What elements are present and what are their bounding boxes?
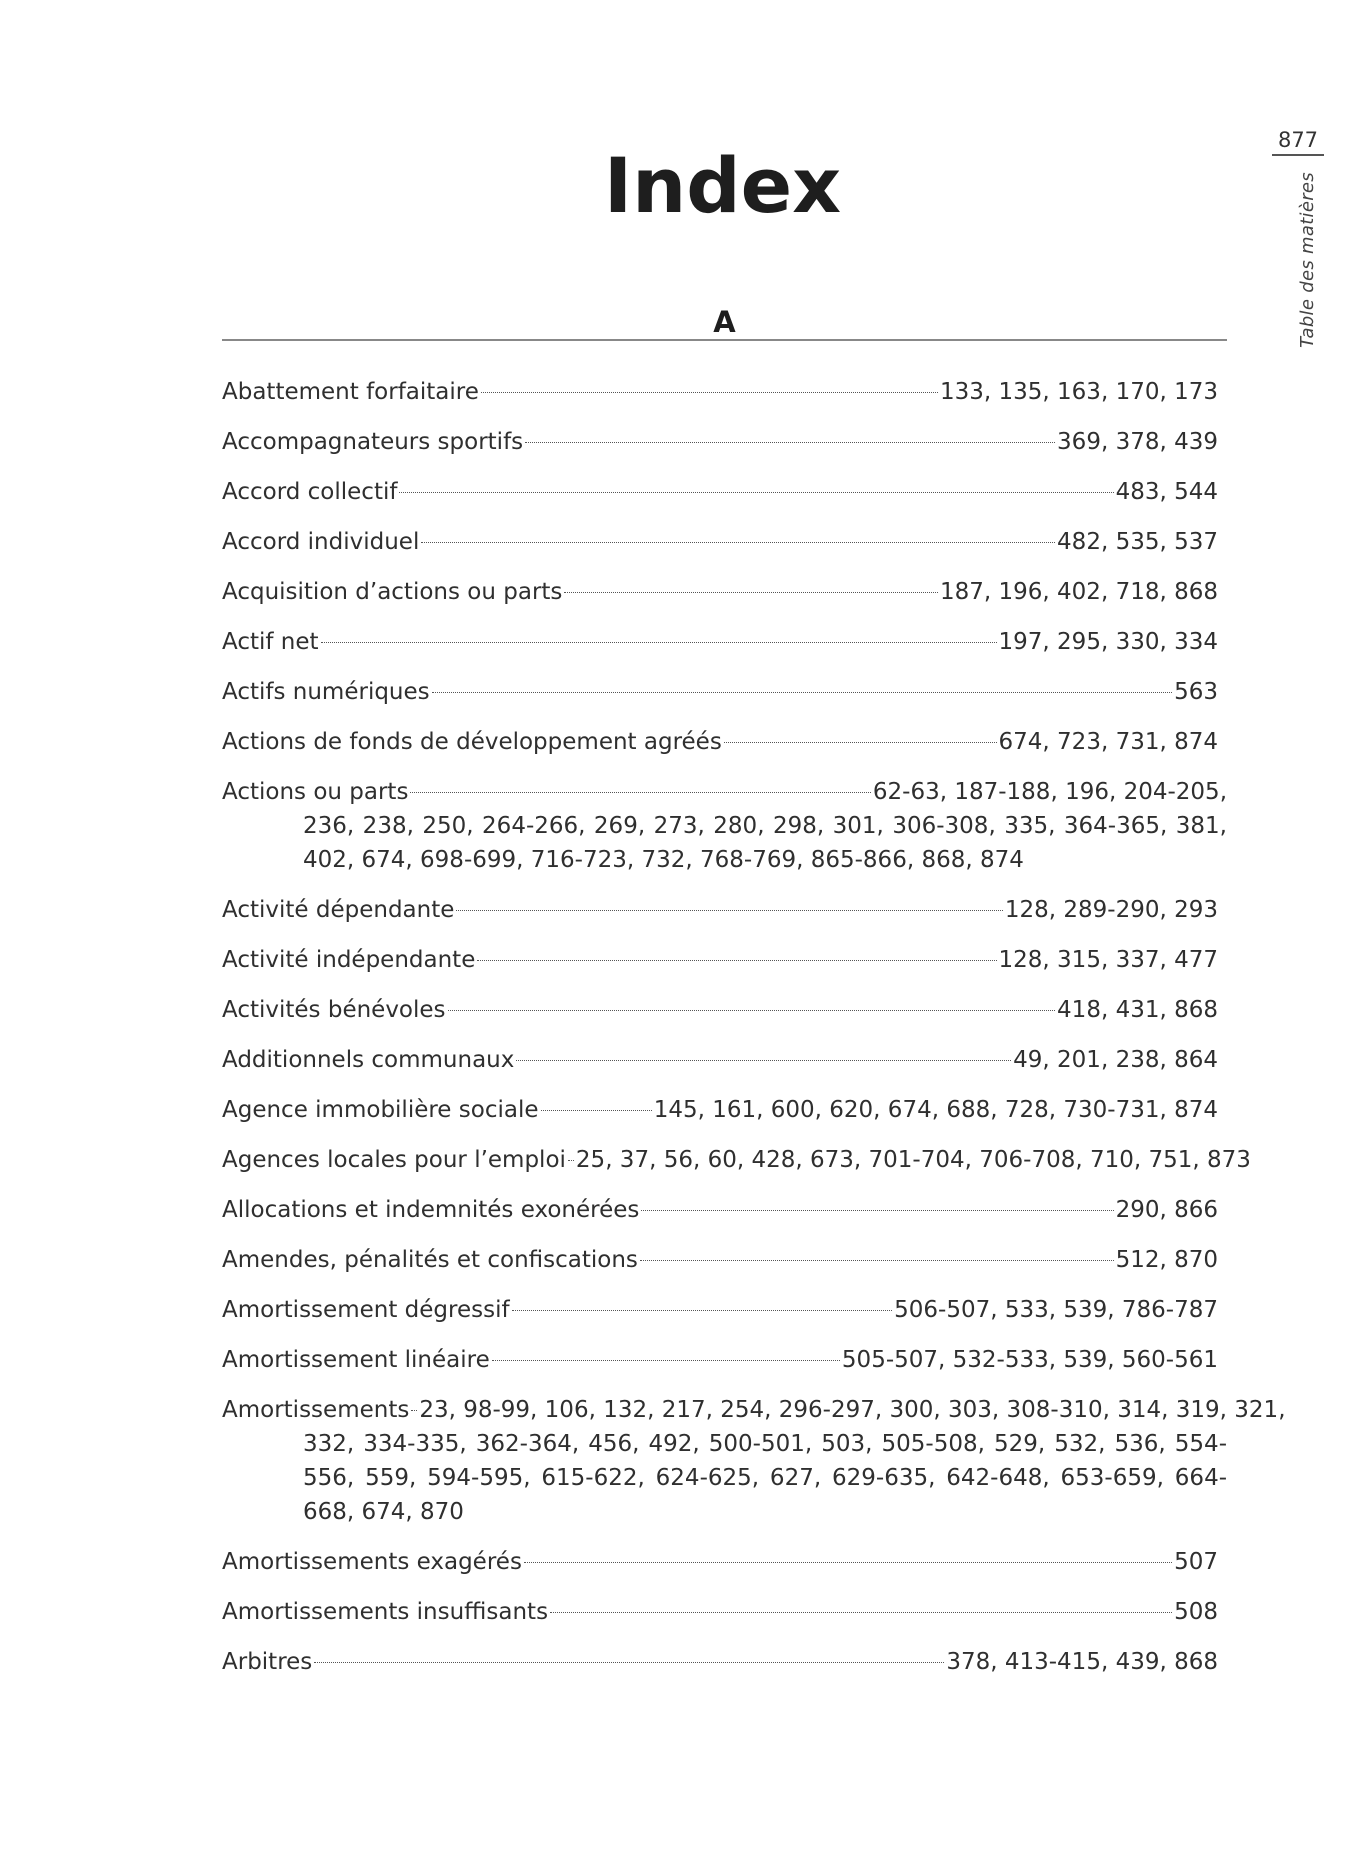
- index-entry: [222, 375, 1227, 409]
- entry-term: Abattement forfaitaire: [222, 379, 479, 405]
- entry-term: Acquisition d’actions ou parts: [222, 579, 563, 605]
- entry-pages: 290, 866: [1115, 1197, 1218, 1223]
- entry-pages: 506-507, 533, 539, 786-787: [894, 1297, 1218, 1323]
- entry-term: Additionnels communaux: [222, 1047, 515, 1073]
- dot-leader: [399, 492, 1113, 493]
- dot-leader: [640, 1260, 1114, 1261]
- index-entry: [222, 1143, 1251, 1177]
- index-entry: [222, 1043, 1227, 1077]
- entry-term: Agences locales pour l’emploi: [222, 1147, 566, 1173]
- entry-term: Arbitres: [222, 1649, 313, 1675]
- index-entry: [222, 1243, 1227, 1277]
- entry-pages: 62-63, 187-188, 196, 204-205,: [872, 779, 1227, 805]
- page-number: 877: [1272, 128, 1324, 156]
- index-entry: [222, 1293, 1227, 1327]
- index-entry: [222, 575, 1227, 609]
- dot-leader: [641, 1210, 1113, 1211]
- index-entry: [222, 993, 1227, 1027]
- entry-term: Amortissements insuffisants: [222, 1599, 549, 1625]
- entry-pages: 563: [1174, 679, 1218, 705]
- entry-pages: 25, 37, 56, 60, 428, 673, 701-704, 706-708, 710, 751, 873: [575, 1147, 1251, 1173]
- entry-term: Activité dépendante: [222, 897, 455, 923]
- index-entry: [222, 943, 1227, 977]
- entry-term: Agence immobilière sociale: [222, 1097, 539, 1123]
- entry-term: Actif net: [222, 629, 319, 655]
- entry-pages: 369, 378, 439: [1057, 429, 1218, 455]
- entry-pages: 49, 201, 238, 864: [1013, 1047, 1218, 1073]
- dot-leader: [564, 592, 938, 593]
- index-entry: [222, 475, 1227, 509]
- entry-pages: 378, 413-415, 439, 868: [946, 1649, 1218, 1675]
- entry-pages: 128, 315, 337, 477: [998, 947, 1218, 973]
- dot-leader: [410, 792, 870, 793]
- index-entry: [222, 1645, 1227, 1679]
- entry-term: Activité indépendante: [222, 947, 476, 973]
- entry-term: Accord collectif: [222, 479, 398, 505]
- dot-leader: [448, 1010, 1056, 1011]
- entry-term: Amendes, pénalités et confiscations: [222, 1247, 638, 1273]
- dot-leader: [481, 392, 938, 393]
- index-entry: [222, 1545, 1227, 1579]
- index-entry: [222, 625, 1227, 659]
- entry-term: Allocations et indemnités exonérées: [222, 1197, 640, 1223]
- index-entry: [222, 1393, 1286, 1529]
- section-divider: [222, 339, 1227, 341]
- dot-leader: [512, 1310, 893, 1311]
- dot-leader: [492, 1360, 840, 1361]
- entry-pages: 133, 135, 163, 170, 173: [940, 379, 1218, 405]
- index-entry: [222, 775, 1227, 877]
- entry-pages: 187, 196, 402, 718, 868: [940, 579, 1218, 605]
- entry-term: Actions ou parts: [222, 779, 409, 805]
- entry-pages: 508: [1174, 1599, 1218, 1625]
- entry-pages: 23, 98-99, 106, 132, 217, 254, 296-297, 300, 303, 308-310, 314, 319, 321,: [419, 1397, 1286, 1423]
- entry-pages: 507: [1174, 1549, 1218, 1575]
- entry-pages: 505-507, 532-533, 539, 560-561: [841, 1347, 1218, 1373]
- section-letter: A: [713, 305, 736, 339]
- dot-leader: [550, 1612, 1172, 1613]
- entry-pages: 197, 295, 330, 334: [998, 629, 1218, 655]
- index-entry: [222, 675, 1227, 709]
- entry-term: Amortissements: [222, 1397, 410, 1423]
- entry-pages: 128, 289-290, 293: [1004, 897, 1218, 923]
- entry-pages: 674, 723, 731, 874: [998, 729, 1218, 755]
- index-entry: [222, 1193, 1227, 1227]
- dot-leader: [477, 960, 996, 961]
- dot-leader: [525, 442, 1055, 443]
- entry-pages: 483, 544: [1115, 479, 1218, 505]
- entry-pages: 145, 161, 600, 620, 674, 688, 728, 730-731, 874: [653, 1097, 1218, 1123]
- dot-leader: [524, 1562, 1172, 1563]
- dot-leader: [516, 1060, 1011, 1061]
- side-label: Table des matières: [1297, 172, 1318, 348]
- entry-pages: 418, 431, 868: [1057, 997, 1218, 1023]
- index-entry: [222, 1595, 1227, 1629]
- index-entry: [222, 1343, 1227, 1377]
- dot-leader: [314, 1662, 944, 1663]
- dot-leader: [541, 1110, 652, 1111]
- entry-term: Accompagnateurs sportifs: [222, 429, 524, 455]
- entry-term: Amortissement linéaire: [222, 1347, 490, 1373]
- index-entry: [222, 525, 1227, 559]
- entry-pages: 512, 870: [1115, 1247, 1218, 1273]
- dot-leader: [724, 742, 997, 743]
- entry-term: Actifs numériques: [222, 679, 430, 705]
- entry-pages: 482, 535, 537: [1057, 529, 1218, 555]
- dot-leader: [321, 642, 997, 643]
- entry-term: Accord individuel: [222, 529, 420, 555]
- dot-leader: [568, 1160, 574, 1161]
- dot-leader: [411, 1410, 417, 1411]
- index-entry: [222, 1093, 1227, 1127]
- entry-term: Amortissements exagérés: [222, 1549, 522, 1575]
- dot-leader: [456, 910, 1002, 911]
- dot-leader: [421, 542, 1055, 543]
- dot-leader: [432, 692, 1172, 693]
- index-entry: [222, 893, 1227, 927]
- entry-pages-continuation: 236, 238, 250, 264-266, 269, 273, 280, 298, 301, 306-308, 335, 364-365, 381, 402, 674, 698-699, 716-723, 732, 768-769, 865-866, 868, 874: [303, 813, 1227, 873]
- entry-pages-continuation: 332, 334-335, 362-364, 456, 492, 500-501, 503, 505-508, 529, 532, 536, 554-556, 559, 594-595, 615-622, 624-625, 627, 629-635, 642-648, 653-659, 664-668, 674, 870: [303, 1431, 1227, 1525]
- entry-term: Amortissement dégressif: [222, 1297, 510, 1323]
- index-entry: [222, 425, 1227, 459]
- entry-term: Activités bénévoles: [222, 997, 446, 1023]
- page-title: Index: [603, 141, 842, 230]
- index-entries: [222, 375, 1286, 1695]
- entry-term: Actions de fonds de développement agréés: [222, 729, 722, 755]
- index-entry: [222, 725, 1227, 759]
